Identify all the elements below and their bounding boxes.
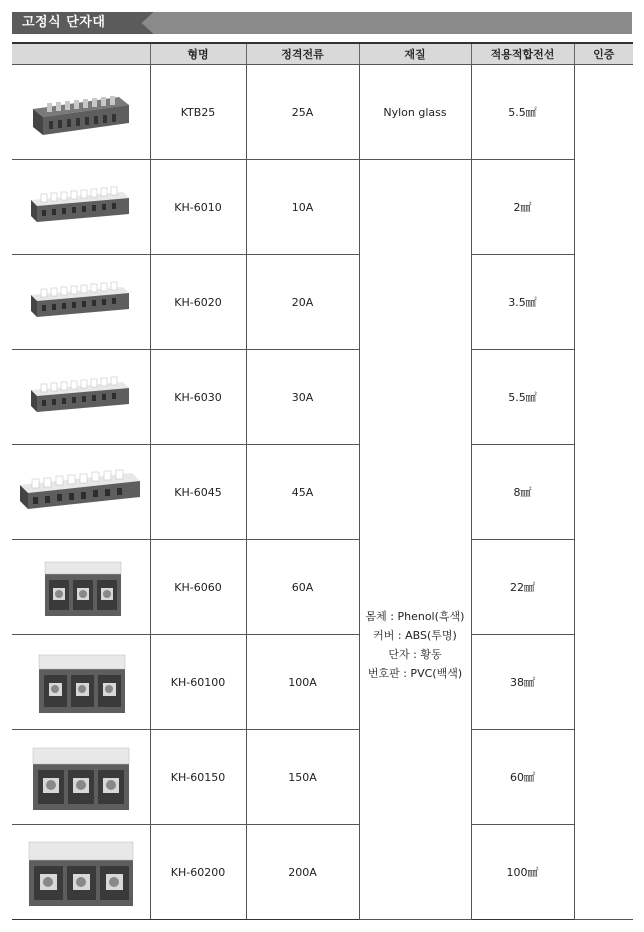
current-cell: 45A bbox=[246, 445, 359, 540]
wire-cell: 22㎟ bbox=[471, 540, 574, 635]
wire-cell: 2㎟ bbox=[471, 160, 574, 255]
material-description bbox=[360, 397, 471, 683]
current-cell: 20A bbox=[246, 255, 359, 350]
terminal-block-spec-table bbox=[12, 42, 633, 920]
long-terminal-block-image bbox=[25, 182, 137, 232]
material-line: 몸체 : Phenol(흑색) bbox=[365, 609, 465, 623]
wire-cell: 3.5㎟ bbox=[471, 255, 574, 350]
product-image-cell bbox=[12, 350, 150, 445]
current-cell: 60A bbox=[246, 540, 359, 635]
table-row bbox=[12, 255, 633, 350]
table-row bbox=[12, 65, 633, 160]
model-cell: KH-6020 bbox=[150, 255, 246, 350]
wire-cell: 5.5㎟ bbox=[471, 350, 574, 445]
table-row bbox=[12, 160, 633, 255]
long-terminal-block-image bbox=[25, 277, 137, 327]
wire-cell: 100㎟ bbox=[471, 825, 574, 920]
certification-cell bbox=[574, 65, 633, 920]
section-header bbox=[12, 12, 632, 34]
wire-cell: 8㎟ bbox=[471, 445, 574, 540]
three-pole-terminal-block-image bbox=[21, 740, 141, 814]
three-pole-terminal-block-image bbox=[19, 834, 143, 910]
table-row bbox=[12, 445, 633, 540]
material-cell: Nylon glass bbox=[359, 65, 471, 160]
model-cell: KH-60150 bbox=[150, 730, 246, 825]
header-rated-current: 정격전류 bbox=[246, 43, 359, 65]
product-image-cell bbox=[12, 540, 150, 635]
material-line: 번호판 : PVC(백색) bbox=[367, 666, 463, 680]
wire-cell: 38㎟ bbox=[471, 635, 574, 730]
material-line: 단자 : 황동 bbox=[388, 647, 442, 661]
model-cell: KH-60200 bbox=[150, 825, 246, 920]
section-title: 고정식 단자대 bbox=[12, 12, 132, 34]
product-image-cell bbox=[12, 635, 150, 730]
model-cell: KH-60100 bbox=[150, 635, 246, 730]
long-terminal-block-image bbox=[25, 372, 137, 422]
product-image-cell bbox=[12, 445, 150, 540]
product-image-cell bbox=[12, 255, 150, 350]
current-cell: 200A bbox=[246, 825, 359, 920]
material-cell bbox=[359, 160, 471, 920]
product-image-cell bbox=[12, 160, 150, 255]
model-cell: KH-6030 bbox=[150, 350, 246, 445]
current-cell: 25A bbox=[246, 65, 359, 160]
current-cell: 30A bbox=[246, 350, 359, 445]
table-header-row bbox=[12, 43, 633, 65]
current-cell: 100A bbox=[246, 635, 359, 730]
header-certification: 인증 bbox=[574, 43, 633, 65]
table-row bbox=[12, 540, 633, 635]
header-decoration bbox=[132, 12, 632, 34]
header-material: 재질 bbox=[359, 43, 471, 65]
table-row bbox=[12, 350, 633, 445]
current-cell: 150A bbox=[246, 730, 359, 825]
table-row bbox=[12, 635, 633, 730]
wire-cell: 5.5㎟ bbox=[471, 65, 574, 160]
wire-cell: 60㎟ bbox=[471, 730, 574, 825]
model-cell: KTB25 bbox=[150, 65, 246, 160]
model-cell: KH-6045 bbox=[150, 445, 246, 540]
header-image bbox=[12, 43, 150, 65]
model-cell: KH-6010 bbox=[150, 160, 246, 255]
table-row bbox=[12, 730, 633, 825]
three-pole-terminal-block-image bbox=[25, 647, 137, 717]
model-cell: KH-6060 bbox=[150, 540, 246, 635]
product-image-cell bbox=[12, 825, 150, 920]
header-wire: 적용적합전선 bbox=[471, 43, 574, 65]
product-image-cell bbox=[12, 65, 150, 160]
current-cell: 10A bbox=[246, 160, 359, 255]
ktb-terminal-block-image bbox=[25, 83, 137, 141]
material-line: 커버 : ABS(투명) bbox=[373, 628, 457, 642]
header-model: 형명 bbox=[150, 43, 246, 65]
table-row bbox=[12, 825, 633, 920]
long-terminal-block-image bbox=[16, 465, 146, 519]
three-pole-terminal-block-image bbox=[31, 554, 131, 620]
product-image-cell bbox=[12, 730, 150, 825]
